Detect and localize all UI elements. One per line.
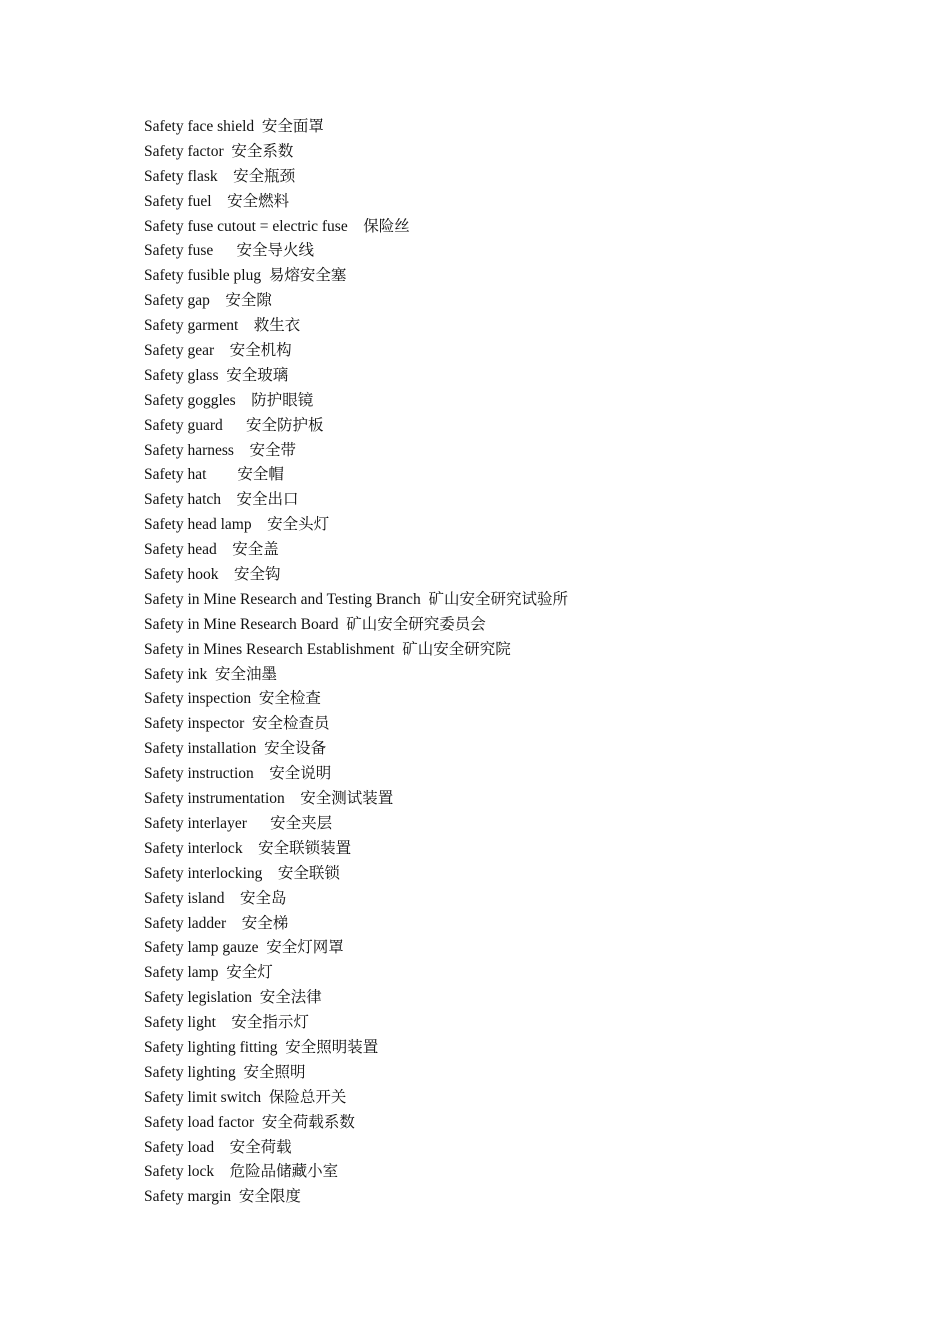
glossary-entry: Safety lamp gauze 安全灯网罩: [144, 939, 344, 957]
glossary-entry: Safety harness 安全带: [144, 441, 296, 459]
glossary-entry: Safety guard 安全防护板: [144, 416, 324, 434]
glossary-entry: Safety fusible plug 易熔安全塞: [144, 267, 347, 285]
glossary-entry: Safety hook 安全钩: [144, 566, 281, 584]
glossary-entry: Safety limit switch 保险总开关: [144, 1088, 347, 1106]
glossary-entry: Safety installation 安全设备: [144, 740, 327, 758]
glossary-entry: Safety interlayer 安全夹层: [144, 814, 333, 832]
glossary-entry: Safety hatch 安全出口: [144, 491, 299, 509]
glossary-entry: Safety ink 安全油墨: [144, 665, 278, 683]
glossary-entry: Safety light 安全指示灯: [144, 1014, 309, 1032]
glossary-entry: Safety lighting fitting 安全照明装置: [144, 1038, 379, 1056]
glossary-entry: Safety lighting 安全照明: [144, 1063, 306, 1081]
glossary-entry: Safety fuel 安全燃料: [144, 192, 290, 210]
glossary-entry: Safety in Mine Research Board 矿山安全研究委员会: [144, 615, 486, 633]
glossary-entry: Safety instruction 安全说明: [144, 765, 332, 783]
glossary-entry: Safety in Mine Research and Testing Branch 矿山安全研究试验所: [144, 590, 568, 608]
glossary-entry: Safety instrumentation 安全测试装置: [144, 790, 394, 808]
glossary-entry: Safety face shield 安全面罩: [144, 118, 324, 135]
glossary-entry: Safety factor 安全系数: [144, 142, 294, 160]
glossary-entry: Safety flask 安全瓶颈: [144, 167, 296, 185]
glossary-entry-list: [144, 115, 904, 1210]
glossary-entry: Safety inspection 安全检查: [144, 690, 321, 708]
glossary-entry: Safety ladder 安全梯: [144, 914, 289, 932]
glossary-entry: Safety gap 安全隙: [144, 292, 272, 310]
glossary-entry: Safety head 安全盖: [144, 541, 279, 559]
glossary-entry: Safety load 安全荷载: [144, 1138, 292, 1156]
glossary-entry: Safety gear 安全机构: [144, 342, 292, 360]
glossary-entry: Safety margin 安全限度: [144, 1188, 301, 1206]
glossary-entry: Safety hat 安全帽: [144, 466, 284, 484]
glossary-entry: Safety lamp 安全灯: [144, 964, 273, 982]
glossary-entry: Safety lock 危险品储藏小室: [144, 1163, 339, 1181]
glossary-entry: Safety glass 安全玻璃: [144, 366, 289, 384]
glossary-entry: Safety load factor 安全荷载系数: [144, 1113, 355, 1131]
glossary-entry: Safety interlocking 安全联锁: [144, 864, 340, 882]
glossary-entry: Safety garment 救生衣: [144, 317, 301, 335]
glossary-entry: Safety head lamp 安全头灯: [144, 516, 330, 534]
glossary-entry: Safety inspector 安全检查员: [144, 715, 330, 733]
glossary-entry: Safety in Mines Research Establishment 矿山安全研究院: [144, 640, 511, 658]
glossary-entry: Safety fuse 安全导火线: [144, 242, 315, 260]
glossary-entry: Safety island 安全岛: [144, 889, 287, 907]
glossary-entry: Safety interlock 安全联锁装置: [144, 839, 352, 857]
glossary-entry: Safety legislation 安全法律: [144, 989, 322, 1007]
glossary-entry: Safety goggles 防护眼镜: [144, 391, 314, 409]
glossary-entry: Safety fuse cutout = electric fuse 保险丝: [144, 217, 410, 235]
